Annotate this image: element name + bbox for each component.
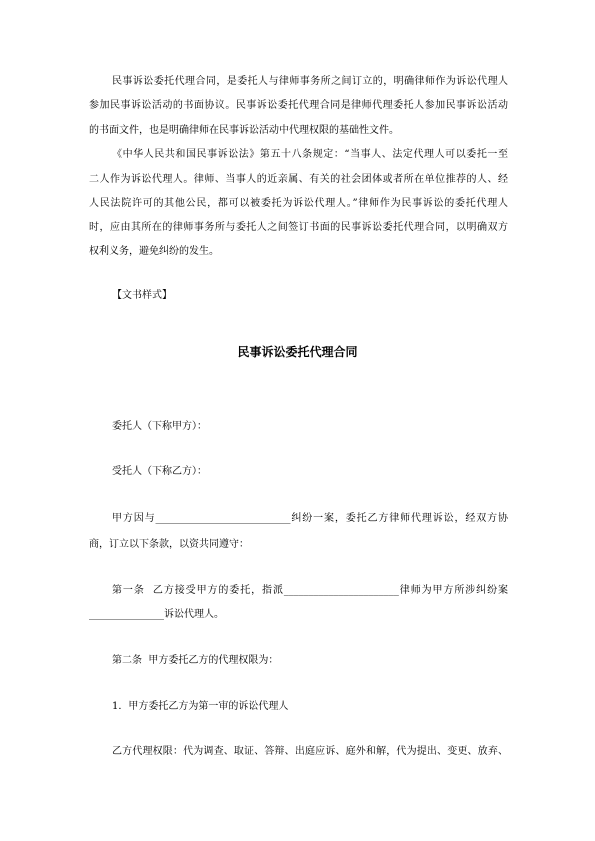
- agent-label: 受托人（下称乙方）：: [112, 466, 207, 477]
- principal-label: 委托人（下称甲方）：: [112, 421, 207, 432]
- intro-paragraph-line: 的书面文件，也是明确律师在民事诉讼活动中代理权限的基础性文件。: [89, 125, 399, 136]
- intro-paragraph-line: 权利义务，避免纠纷的发生。: [89, 246, 219, 257]
- preamble-line: 甲方因与___________________________纠纷一案，委托乙方律师代理诉讼，经双方协: [112, 513, 508, 524]
- intro-paragraph-line: 民事诉讼委托代理合同，是委托人与律师事务所之间订立的，明确律师作为诉讼代理人: [112, 76, 508, 87]
- intro-paragraph-line: 《中华人民共和国民事诉讼法》第五十八条规定：“当事人、法定代理人可以委托一至: [112, 149, 508, 160]
- article-2: 第二条 甲方委托乙方的代理权限为：: [112, 655, 279, 666]
- article-1-line: _______________诉讼代理人。: [89, 609, 224, 620]
- article-1-line: 第一条 乙方接受甲方的委托，指派_______________________律师为甲方所涉纠纷案: [112, 585, 508, 596]
- agent-powers-line: 乙方代理权限：代为调查、取证、答辩、出庭应诉、庭外和解，代为提出、变更、放弃、: [112, 746, 508, 757]
- section-label: 【文书样式】: [112, 290, 172, 301]
- preamble-line: 商，订立以下条款，以资共同遵守：: [89, 539, 249, 550]
- intro-paragraph-line: 人民法院许可的其他公民，都可以被委托为诉讼代理人。”律师作为民事诉讼的委托代理人: [89, 198, 508, 209]
- contract-title: 民事诉讼委托代理合同: [237, 345, 358, 359]
- intro-paragraph-line: 二人作为诉讼代理人。律师、当事人的近亲属、有关的社会团体或者所在单位推荐的人、经: [89, 174, 508, 185]
- intro-paragraph-line: 参加民事诉讼活动的书面协议。民事诉讼委托代理合同是律师代理委托人参加民事诉讼活动: [89, 100, 508, 111]
- article-2-item-1: 1．甲方委托乙方为第一审的诉讼代理人: [112, 701, 289, 712]
- intro-paragraph-line: 时，应由其所在的律师事务所与委托人之间签订书面的民事诉讼委托代理合同，以明确双方: [89, 222, 508, 233]
